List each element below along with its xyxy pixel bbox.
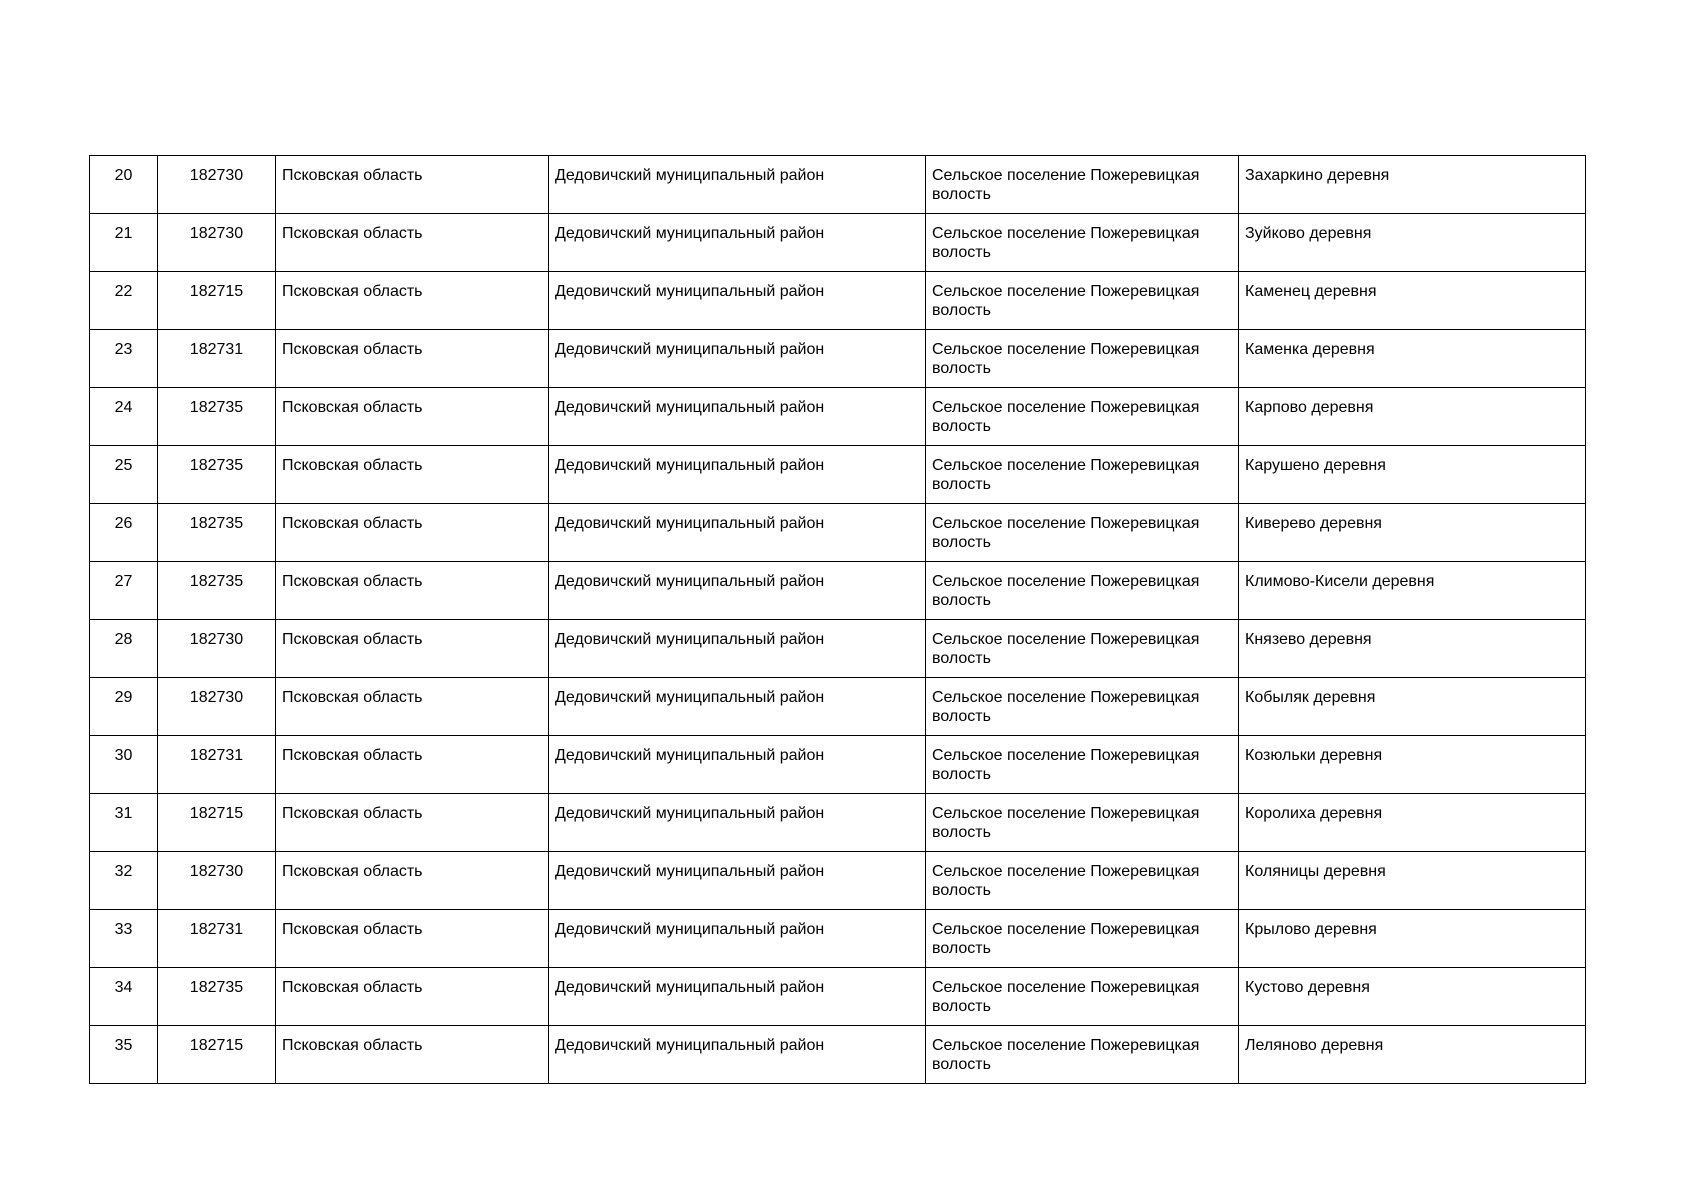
district-cell: Дедовичский муниципальный район	[549, 214, 926, 272]
row-number-cell: 28	[90, 620, 158, 678]
table-row	[90, 968, 1586, 1026]
settlement-cell: Сельское поселение Пожеревицкая волость	[926, 620, 1239, 678]
settlement-cell: Сельское поселение Пожеревицкая волость	[926, 388, 1239, 446]
district-cell: Дедовичский муниципальный район	[549, 852, 926, 910]
row-number-cell: 24	[90, 388, 158, 446]
settlement-cell: Сельское поселение Пожеревицкая волость	[926, 678, 1239, 736]
locality-cell: Князево деревня	[1239, 620, 1586, 678]
locality-cell: Леляново деревня	[1239, 1026, 1586, 1084]
region-cell: Псковская область	[276, 736, 549, 794]
table-row	[90, 214, 1586, 272]
settlement-cell: Сельское поселение Пожеревицкая волость	[926, 1026, 1239, 1084]
row-number-cell: 29	[90, 678, 158, 736]
district-cell: Дедовичский муниципальный район	[549, 388, 926, 446]
row-number-cell: 22	[90, 272, 158, 330]
region-cell: Псковская область	[276, 852, 549, 910]
locality-cell: Карпово деревня	[1239, 388, 1586, 446]
settlement-cell: Сельское поселение Пожеревицкая волость	[926, 562, 1239, 620]
table-row	[90, 330, 1586, 388]
postal-index-cell: 182735	[158, 504, 276, 562]
locality-cell: Киверево деревня	[1239, 504, 1586, 562]
postal-index-cell: 182735	[158, 968, 276, 1026]
locality-cell: Кобыляк деревня	[1239, 678, 1586, 736]
district-cell: Дедовичский муниципальный район	[549, 910, 926, 968]
table-row	[90, 852, 1586, 910]
postal-index-cell: 182730	[158, 214, 276, 272]
table-row	[90, 562, 1586, 620]
district-cell: Дедовичский муниципальный район	[549, 156, 926, 214]
region-cell: Псковская область	[276, 446, 549, 504]
locality-cell: Зуйково деревня	[1239, 214, 1586, 272]
region-cell: Псковская область	[276, 272, 549, 330]
table-row	[90, 388, 1586, 446]
locality-cell: Каменка деревня	[1239, 330, 1586, 388]
settlement-cell: Сельское поселение Пожеревицкая волость	[926, 852, 1239, 910]
postal-index-cell: 182735	[158, 388, 276, 446]
locality-cell: Климово-Кисели деревня	[1239, 562, 1586, 620]
locality-cell: Крылово деревня	[1239, 910, 1586, 968]
region-cell: Псковская область	[276, 620, 549, 678]
region-cell: Псковская область	[276, 214, 549, 272]
postal-index-cell: 182731	[158, 330, 276, 388]
settlement-cell: Сельское поселение Пожеревицкая волость	[926, 794, 1239, 852]
region-cell: Псковская область	[276, 968, 549, 1026]
settlement-cell: Сельское поселение Пожеревицкая волость	[926, 446, 1239, 504]
row-number-cell: 27	[90, 562, 158, 620]
postal-index-cell: 182715	[158, 272, 276, 330]
row-number-cell: 23	[90, 330, 158, 388]
postal-index-cell: 182730	[158, 678, 276, 736]
row-number-cell: 21	[90, 214, 158, 272]
district-cell: Дедовичский муниципальный район	[549, 330, 926, 388]
region-cell: Псковская область	[276, 794, 549, 852]
settlement-cell: Сельское поселение Пожеревицкая волость	[926, 968, 1239, 1026]
locality-cell: Козюльки деревня	[1239, 736, 1586, 794]
district-cell: Дедовичский муниципальный район	[549, 446, 926, 504]
locality-cell: Кустово деревня	[1239, 968, 1586, 1026]
locality-cell: Королиха деревня	[1239, 794, 1586, 852]
table-row	[90, 504, 1586, 562]
postal-index-cell: 182735	[158, 562, 276, 620]
postal-index-cell: 182731	[158, 910, 276, 968]
row-number-cell: 32	[90, 852, 158, 910]
settlement-cell: Сельское поселение Пожеревицкая волость	[926, 214, 1239, 272]
settlement-cell: Сельское поселение Пожеревицкая волость	[926, 330, 1239, 388]
table-body	[90, 156, 1586, 1084]
locality-cell: Коляницы деревня	[1239, 852, 1586, 910]
table-row	[90, 910, 1586, 968]
region-cell: Псковская область	[276, 330, 549, 388]
district-cell: Дедовичский муниципальный район	[549, 678, 926, 736]
postal-index-cell: 182730	[158, 156, 276, 214]
table-row	[90, 794, 1586, 852]
table-row	[90, 736, 1586, 794]
postal-index-cell: 182730	[158, 852, 276, 910]
region-cell: Псковская область	[276, 562, 549, 620]
table-row	[90, 272, 1586, 330]
district-cell: Дедовичский муниципальный район	[549, 620, 926, 678]
district-cell: Дедовичский муниципальный район	[549, 736, 926, 794]
table-row	[90, 678, 1586, 736]
settlement-cell: Сельское поселение Пожеревицкая волость	[926, 504, 1239, 562]
region-cell: Псковская область	[276, 910, 549, 968]
postal-index-cell: 182715	[158, 794, 276, 852]
table-row	[90, 620, 1586, 678]
district-cell: Дедовичский муниципальный район	[549, 504, 926, 562]
settlement-cell: Сельское поселение Пожеревицкая волость	[926, 272, 1239, 330]
settlement-cell: Сельское поселение Пожеревицкая волость	[926, 910, 1239, 968]
locality-cell: Каменец деревня	[1239, 272, 1586, 330]
region-cell: Псковская область	[276, 156, 549, 214]
row-number-cell: 31	[90, 794, 158, 852]
row-number-cell: 20	[90, 156, 158, 214]
address-table	[89, 155, 1586, 1084]
row-number-cell: 25	[90, 446, 158, 504]
locality-cell: Карушено деревня	[1239, 446, 1586, 504]
table-row	[90, 156, 1586, 214]
settlement-cell: Сельское поселение Пожеревицкая волость	[926, 156, 1239, 214]
region-cell: Псковская область	[276, 388, 549, 446]
district-cell: Дедовичский муниципальный район	[549, 272, 926, 330]
postal-index-cell: 182735	[158, 446, 276, 504]
row-number-cell: 33	[90, 910, 158, 968]
region-cell: Псковская область	[276, 504, 549, 562]
district-cell: Дедовичский муниципальный район	[549, 794, 926, 852]
locality-cell: Захаркино деревня	[1239, 156, 1586, 214]
district-cell: Дедовичский муниципальный район	[549, 1026, 926, 1084]
postal-index-cell: 182730	[158, 620, 276, 678]
postal-index-cell: 182731	[158, 736, 276, 794]
row-number-cell: 30	[90, 736, 158, 794]
row-number-cell: 35	[90, 1026, 158, 1084]
postal-index-cell: 182715	[158, 1026, 276, 1084]
region-cell: Псковская область	[276, 1026, 549, 1084]
district-cell: Дедовичский муниципальный район	[549, 562, 926, 620]
table-row	[90, 1026, 1586, 1084]
district-cell: Дедовичский муниципальный район	[549, 968, 926, 1026]
settlement-cell: Сельское поселение Пожеревицкая волость	[926, 736, 1239, 794]
row-number-cell: 34	[90, 968, 158, 1026]
region-cell: Псковская область	[276, 678, 549, 736]
row-number-cell: 26	[90, 504, 158, 562]
table-row	[90, 446, 1586, 504]
